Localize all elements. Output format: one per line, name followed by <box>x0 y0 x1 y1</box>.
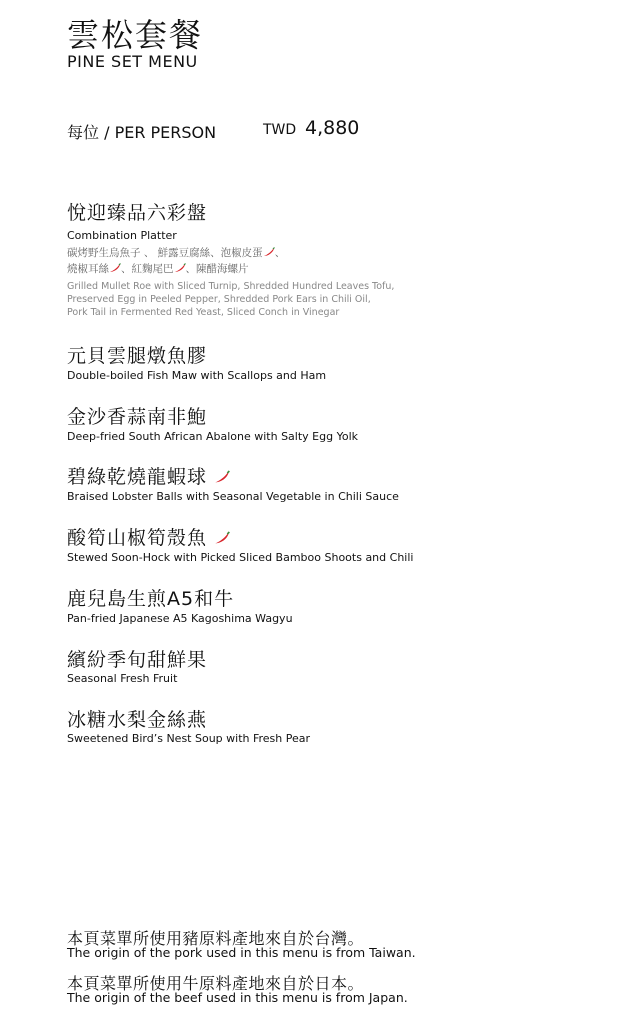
menu-title-en: PINE SET MENU <box>67 52 198 71</box>
chili-pepper-icon <box>174 263 186 276</box>
platter-desc-en-line1: Grilled Mullet Roe with Sliced Turnip, Shredded Hundred Leaves Tofu, <box>67 281 395 292</box>
dish-name-zh: 酸筍山椒筍殼魚 <box>67 527 208 549</box>
dish-name-zh: 鹿兒島生煎A5和牛 <box>67 588 235 610</box>
chili-pepper-icon <box>263 247 275 260</box>
beef-origin-zh: 本頁菜單所使用牛原料產地來自於日本。 <box>67 974 365 993</box>
platter-item-text: 燒椒耳絲 <box>67 263 109 275</box>
platter-item-text: 碳烤野生烏魚子 、 鮮露豆腐絲、泡椒皮蛋 <box>67 247 263 259</box>
chili-pepper-icon <box>214 467 230 489</box>
platter-item-text: 、 <box>274 247 286 259</box>
platter-desc-en-line2: Preserved Egg in Peeled Pepper, Shredded Pork Ears in Chili Oil, <box>67 294 371 305</box>
dish-name-en: Seasonal Fresh Fruit <box>67 672 178 685</box>
dish-name-en: Braised Lobster Balls with Seasonal Vegetable in Chili Sauce <box>67 490 399 503</box>
dish-name-en: Pan-fried Japanese A5 Kagoshima Wagyu <box>67 612 293 625</box>
pork-origin-en: The origin of the pork used in this menu is from Taiwan. <box>67 945 416 960</box>
platter-name-en: Combination Platter <box>67 229 177 242</box>
platter-name-zh: 悅迎臻品六彩盤 <box>67 202 208 224</box>
dish-name-zh: 冰糖水梨金絲燕 <box>67 709 208 731</box>
price-currency: TWD <box>263 122 297 138</box>
pork-origin-zh: 本頁菜單所使用豬原料產地來自於台灣。 <box>67 929 365 948</box>
dish-name-zh: 元貝雲腿燉魚膠 <box>67 345 208 367</box>
dish-name-zh-row <box>67 523 230 550</box>
dish-name-en: Sweetened Bird’s Nest Soup with Fresh Pear <box>67 732 311 745</box>
dish-name-en: Stewed Soon-Hock with Picked Sliced Bamboo Shoots and Chili <box>67 551 414 564</box>
platter-item-text: 、陳醋海螺片 <box>185 263 249 275</box>
platter-item-text: 、紅麴尾巴 <box>121 263 174 275</box>
dish-name-zh: 繽紛季旬甜鮮果 <box>67 649 208 671</box>
beef-origin-en: The origin of the beef used in this menu is from Japan. <box>67 990 408 1005</box>
dish-name-en: Deep-fried South African Abalone with Salty Egg Yolk <box>67 430 358 443</box>
dish-name-zh-row <box>67 462 230 489</box>
per-person-label: 每位 / PER PERSON <box>67 123 217 142</box>
platter-desc-en-line3: Pork Tail in Fermented Red Yeast, Sliced Conch in Vinegar <box>67 307 340 318</box>
platter-items-zh-line2 <box>67 261 249 276</box>
dish-name-en: Double-boiled Fish Maw with Scallops and Ham <box>67 369 327 382</box>
platter-items-zh-line1 <box>67 245 285 260</box>
menu-title-zh: 雲松套餐 <box>67 16 204 54</box>
chili-pepper-icon <box>214 528 230 550</box>
chili-pepper-icon <box>109 263 121 276</box>
dish-name-zh: 碧綠乾燒龍蝦球 <box>67 466 208 488</box>
dish-name-zh: 金沙香蒜南非鮑 <box>67 406 208 428</box>
price-amount: 4,880 <box>305 117 360 139</box>
